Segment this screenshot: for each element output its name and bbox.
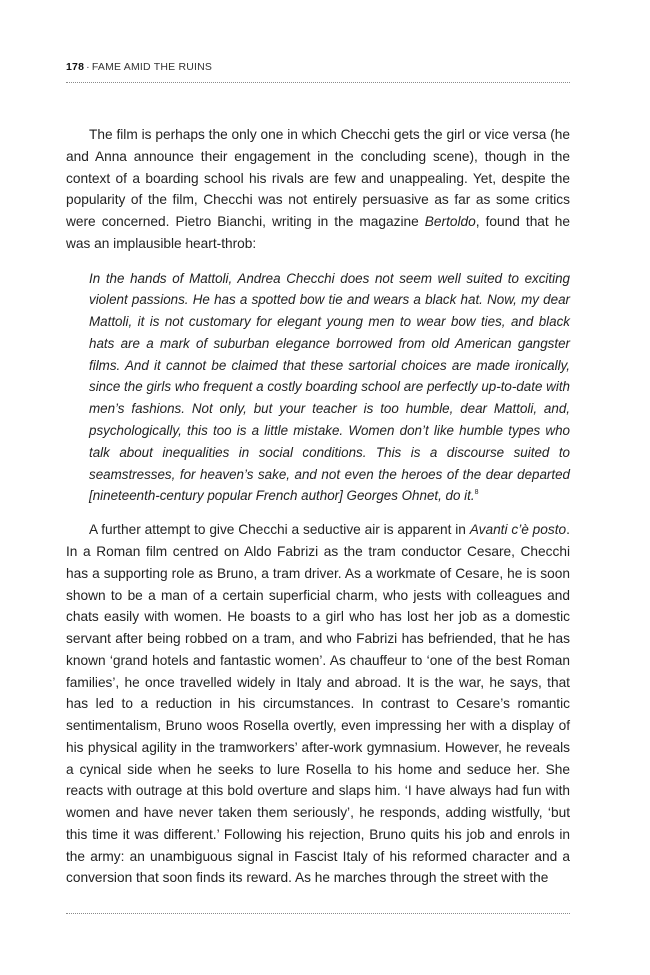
paragraph-2-text-a: A further attempt to give Checchi a seductive air is apparent in (89, 522, 470, 538)
paragraph-1-text-b: , found that he was an implausible heart-throb: (66, 214, 570, 251)
block-quote (89, 268, 570, 508)
paragraph-1 (66, 124, 570, 255)
header-separator: · (86, 61, 90, 73)
paragraph-2-text-b: . In a Roman film centred on Aldo Fabrizi as the tram conductor Cesare, Checchi has a supporting role as Bruno, a tram driver. As a workmate of Cesare, he is soon shown to be a man of a certain superficial charm, who jests with colleagues and chats easily with women. He boasts to a girl who has lost her job as a domestic servant after being robbed on a tram, and who Fabrizi has befriended, that he has known ‘grand hotels and fantastic women’. As chauffeur to ‘one of the best Roman families’, he once travelled widely in Italy and abroad. It is the war, he says, that has led to a reduction in his circumstances. In contrast to Cesare’s romantic sentimentalism, Bruno woos Rosella overtly, even impressing her with a display of his physical agility in the tramworkers’ after-work gymnasium. However, he reveals a cynical side when he seeks to lure Rosella to his home and seduce her. She reacts with outrage at this bold overture and slaps him. ‘I have always had fun with women and have never taken them seriously’, he responds, adding wistfully, ‘but this time it was different.’ Following his rejection, Bruno quits his job and enrols in the army: an unambiguous signal in Fascist Italy of his reformed character and a conversion that soon finds its reward. As he marches through the street with the (66, 522, 570, 886)
block-quote-text: In the hands of Mattoli, Andrea Checchi does not seem well suited to exciting violent passions. He has a spotted bow tie and wears a black hat. Now, my dear Mattoli, it is not customary for elegant young men to wear bow ties, and black hats are a mark of suburban elegance borrowed from old American gangster films. And it cannot be claimed that these sartorial choices are made ironically, since the girls who frequent a costly boarding school are perfectly up-to-date with men’s fashions. Not only, but your teacher is too humble, dear Mattoli, and, psychologically, this too is a little mistake. Women don’t like humble types who talk about inequalities in social conditions. This is a discourse suited to seamstresses, for heaven’s sake, and not even the heroes of the dear departed [nineteenth-century popular French author] Georges Ohnet, do it. (89, 270, 570, 504)
page-number: 178 (66, 61, 85, 73)
paragraph-2 (66, 519, 570, 889)
running-head (66, 61, 212, 73)
footer-rule (66, 913, 570, 914)
footnote-marker[interactable]: 8 (474, 489, 479, 497)
magazine-title: Bertoldo (424, 214, 476, 229)
paragraph-1-text-a: The film is perhaps the only one in which Checchi gets the girl or vice versa (he and Anna announce their engagement in the concluding scene), though in the context of a boarding school his rivals are few and unappealing. Yet, despite the popularity of the film, Checchi was not entirely persuasive as far as some critics were concerned. Pietro Bianchi, writing in the magazine (66, 127, 570, 229)
body-text (66, 124, 570, 889)
film-title: Avanti c’è posto (469, 522, 567, 538)
running-title: FAME AMID THE RUINS (91, 61, 213, 73)
header-rule (66, 82, 570, 83)
